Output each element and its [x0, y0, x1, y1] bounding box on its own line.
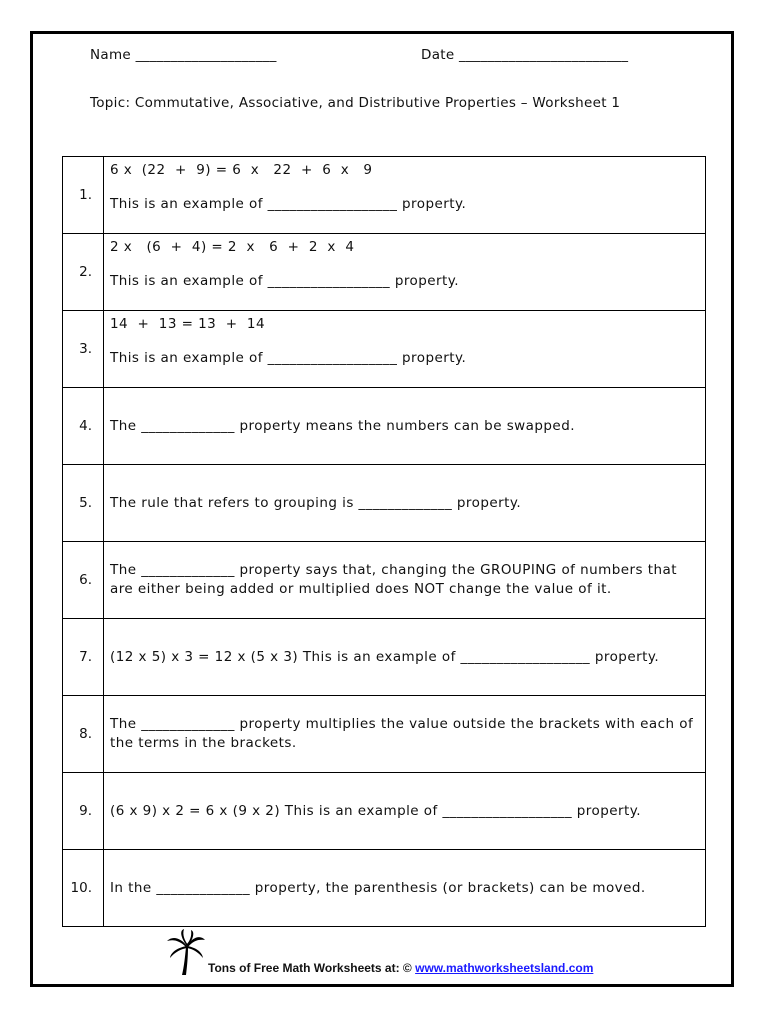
- question-number: 10.: [63, 850, 104, 927]
- question-text: In the _____________ property, the parenthesis (or brackets) can be moved.: [110, 879, 646, 896]
- question-number: 1.: [63, 157, 104, 234]
- question-row-8: [63, 696, 706, 773]
- question-row-9: [63, 773, 706, 850]
- name-field: Name ____________________: [90, 47, 277, 63]
- question-text: This is an example of __________________ property.: [110, 350, 467, 366]
- question-row-10: [63, 850, 706, 927]
- question-number: 8.: [63, 696, 104, 773]
- question-text: (6 x 9) x 2 = 6 x (9 x 2) This is an example of __________________ property.: [110, 802, 641, 819]
- worksheet-topic: Topic: Commutative, Associative, and Distributive Properties – Worksheet 1: [90, 95, 621, 111]
- question-equation: 6 x (22 + 9) = 6 x 22 + 6 x 9: [110, 162, 373, 178]
- question-equation: 14 + 13 = 13 + 14: [110, 316, 266, 332]
- question-row-3: [63, 311, 706, 388]
- question-row-1: [63, 157, 706, 234]
- question-number: 7.: [63, 619, 104, 696]
- question-number: 2.: [63, 234, 104, 311]
- question-table: [62, 156, 706, 927]
- question-text: The _____________ property says that, changing the GROUPING of numbers that are either being added or multiplied does NOT change the value of it.: [110, 562, 677, 597]
- question-row-7: [63, 619, 706, 696]
- question-row-6: [63, 542, 706, 619]
- question-row-4: [63, 388, 706, 465]
- question-number: 4.: [63, 388, 104, 465]
- question-text: (12 x 5) x 3 = 12 x (5 x 3) This is an example of __________________ property.: [110, 648, 660, 665]
- question-text: The rule that refers to grouping is _____________ property.: [110, 494, 522, 511]
- question-text: The _____________ property multiplies the value outside the brackets with each of the terms in the brackets.: [110, 716, 694, 751]
- question-number: 5.: [63, 465, 104, 542]
- footer: [0, 929, 768, 979]
- question-number: 3.: [63, 311, 104, 388]
- question-text: This is an example of __________________ property.: [110, 196, 467, 212]
- question-number: 9.: [63, 773, 104, 850]
- question-number: 6.: [63, 542, 104, 619]
- question-row-5: [63, 465, 706, 542]
- question-row-2: [63, 234, 706, 311]
- footer-label: Tons of Free Math Worksheets at: ©: [208, 961, 412, 975]
- palm-tree-icon: [166, 929, 206, 977]
- date-field: Date ________________________: [421, 47, 629, 63]
- question-equation: 2 x (6 + 4) = 2 x 6 + 2 x 4: [110, 239, 355, 255]
- website-link[interactable]: www.mathworksheetsland.com: [415, 961, 594, 975]
- footer-text: [208, 961, 593, 975]
- question-text: This is an example of _________________ property.: [110, 273, 460, 289]
- question-text: The _____________ property means the numbers can be swapped.: [110, 417, 575, 434]
